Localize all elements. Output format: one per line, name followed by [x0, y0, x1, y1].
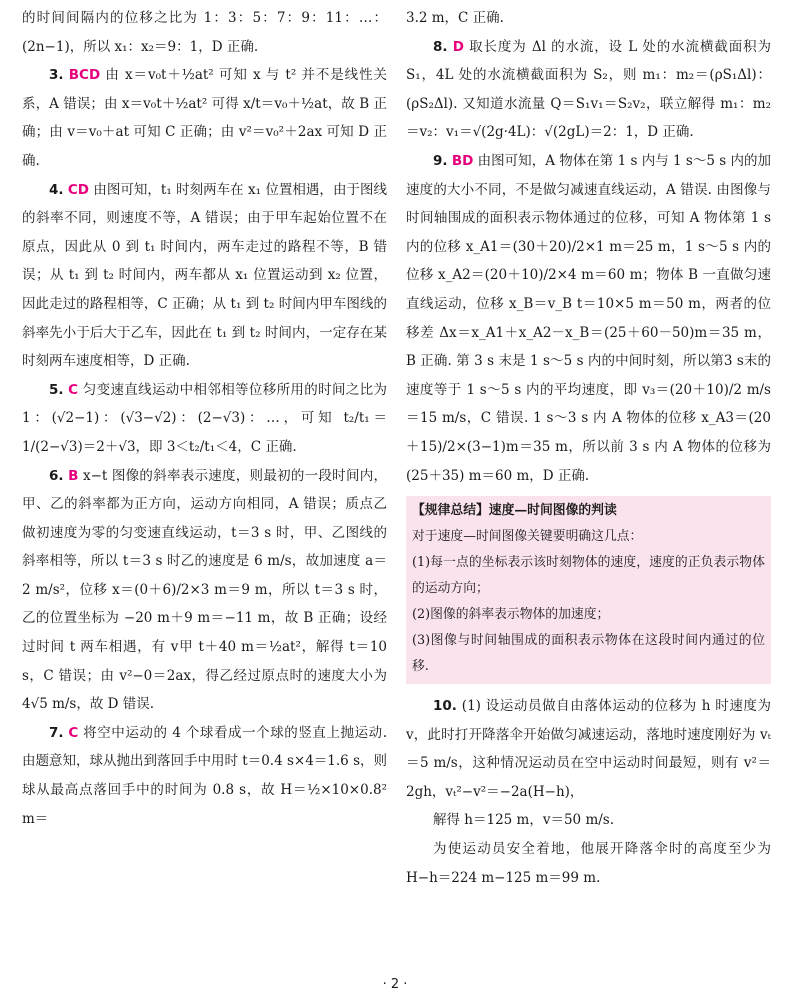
q10-part1-text: (1) 设运动员做自由落体运动的位移为 h 时速度为 v，此时打开降落伞开始做匀减速运动，落地时速度刚好为 vₜ＝5 m/s，这种情况运动员在空中运动时间最短，则有 v²＝2gh，vₜ²−v²＝−2a(H−h)， — [406, 698, 771, 800]
summary-line: (2)图像的斜率表示物体的加速度； — [412, 607, 610, 623]
summary-line: 对于速度—时间图像关键要明确这几点： — [412, 529, 643, 545]
q10-solution: 解得 h＝125 m，v＝50 m/s. — [433, 812, 615, 829]
q7-text: 将空中运动的 4 个球看成一个球的竖直上抛运动. 由题意知，球从抛出到落回手中用时 t＝0.4 s×4＝1.6 s，则球从最高点落回手中的时间为 0.8 s，故 H＝½×10×0.8² m＝ — [22, 724, 387, 827]
q7-block — [22, 719, 387, 833]
q9-number: 9. — [433, 152, 448, 169]
q4-text: 由图可知，t₁ 时刻两车在 x₁ 位置相遇，由于图线的斜率不同，则速度不等，A 错误；由于甲车起始位置不在原点，因此从 0 到 t₁ 时间内，两车走过的路程不等，B 错误；从 t₁ 到 t₂ 时间内，两车都从 x₁ 位置运动到 x₂ 位置，因此走过的路程相等，C 正确；从 t₁ 到 t₂ 时间内甲车图线的斜率先小于后大于乙车，因此在 t₁ 到 t₂ 时间内，一定存在某时刻两车速度相等，D 正确. — [22, 181, 388, 370]
q4-number: 4. — [49, 181, 64, 198]
q7-continuation: 3.2 m，C 正确. — [406, 10, 504, 26]
q3-text: 由 x＝v₀t＋½at² 可知 x 与 t² 并不是线性关系，A 错误；由 x＝v₀t＋½at² 可得 x/t＝v₀＋½at，故 B 正确；由 v＝v₀＋at 可知 C 正确；由 v²＝v₀²＋2ax 可知 D 正确. — [22, 67, 388, 169]
q7-number: 7. — [49, 724, 64, 741]
q10-number: 10. — [433, 698, 457, 715]
q7-answer: C — [68, 724, 79, 741]
q8-text: 取长度为 Δl 的水流，设 L 处的水流横截面积为 S₁，4L 处的水流横截面积为 S₂，则 m₁：m₂＝(ρS₁Δl)：(ρS₂Δl). 又知道水流量 Q＝S₁v₁＝S₂v₂，联立解得 m₁：m₂＝v₂：v₁＝√(2g·4L)：√(2gL)＝2：1，D 正确. — [406, 38, 771, 141]
q3-answer: BCD — [68, 67, 101, 84]
q6-text: x−t 图像的斜率表示速度，则最初的一段时间内，甲、乙的斜率都为正方向，运动方向相同，A 错误；质点乙做初速度为零的匀变速直线运动，t＝3 s 时，甲、乙图线的斜率相等，所以 t＝3 s 时乙的速度是 6 m/s，故加速度 a＝2 m/s²，位移 x＝(0＋6)/2×3 m＝9 m，所以 t＝3 s 时，乙的位置坐标为 −20 m＋9 m＝−11 m，故 B 正确；设经过时间 t 两车相遇，有 v甲 t＋40 m＝½at²，解得 t＝10 s，C 错误；由 v²−0＝2ax，得乙经过原点时的速度大小为 4√5 m/s，故 D 错误. — [22, 467, 387, 713]
q8-number: 8. — [433, 38, 448, 55]
q8-answer: D — [452, 38, 464, 55]
q6-block — [22, 462, 387, 719]
q9-answer: BD — [451, 152, 474, 169]
q5-text: 匀变速直线运动中相邻相等位移所用的时间之比为 1：(√2−1)：(√3−√2)：(2−√3)：…，可知 t₂/t₁＝1/(2−√3)＝2＋√3，即 3＜t₂/t₁＜4，C 正确. — [22, 381, 387, 455]
q3-number: 3. — [49, 67, 64, 84]
q9-text: 由图可知，A 物体在第 1 s 内与 1 s～5 s 内的加速度的大小不同，不是做匀减速直线运动，A 错误. 由图像与时间轴围成的面积表示物体通过的位移，可知 A 物体第 1 s 内的位移 x_A1＝(30＋20)/2×1 m＝25 m，1 s～5 s 内的位移 x_A2＝(20＋10)/2×4 m＝60 m；物体 B 一直做匀速直线运动，位移 x_B＝v_B t＝10×5 m＝50 m，两者的位移差 Δx＝x_A1＋x_A2－x_B＝(25＋60－50)m＝35 m，B 正确. 第 3 s 末是 1 s～5 s 内的中间时刻，所以第3 s末的速度等于 1 s～5 s 内的平均速度，即 v₃＝(20＋10)/2 m/s＝15 m/s，C 错误. 1 s～3 s 内 A 物体的位移 x_A3＝(20＋15)/2×(3−1)m＝35 m，所以前 3 s 内 A 物体的位移为 (25＋35) m＝60 m，D 正确. — [406, 152, 772, 484]
summary-title: 【规律总结】速度—时间图像的判读 — [412, 503, 617, 519]
q10-conclusion: 为使运动员安全着地，他展开降落伞时的高度至少为 H−h＝224 m−125 m＝99 m. — [406, 841, 771, 886]
right-column — [406, 4, 771, 892]
q9-block — [406, 147, 771, 490]
q6-answer: B — [68, 467, 79, 484]
page-number: · 2 · — [382, 977, 408, 992]
q4-answer: CD — [67, 181, 89, 198]
q8-block — [406, 33, 771, 147]
q6-number: 6. — [49, 467, 64, 484]
summary-box — [406, 496, 771, 684]
q4-block — [22, 176, 387, 376]
q10-block — [406, 692, 771, 806]
q3-block — [22, 61, 387, 175]
q5-number: 5. — [49, 381, 64, 398]
left-column — [22, 4, 387, 833]
q5-answer: C — [68, 381, 79, 398]
summary-line: (1)每一点的坐标表示该时刻物体的速度，速度的正负表示物体的运动方向； — [412, 555, 765, 597]
q5-block — [22, 376, 387, 462]
q2-continuation: 的时间间隔内的位移之比为 1：3：5：7：9：11：…：(2n−1)，所以 x₁：x₂＝9：1，D 正确. — [22, 10, 387, 55]
summary-line: (3)图像与时间轴围成的面积表示物体在这段时间内通过的位移. — [412, 633, 765, 675]
